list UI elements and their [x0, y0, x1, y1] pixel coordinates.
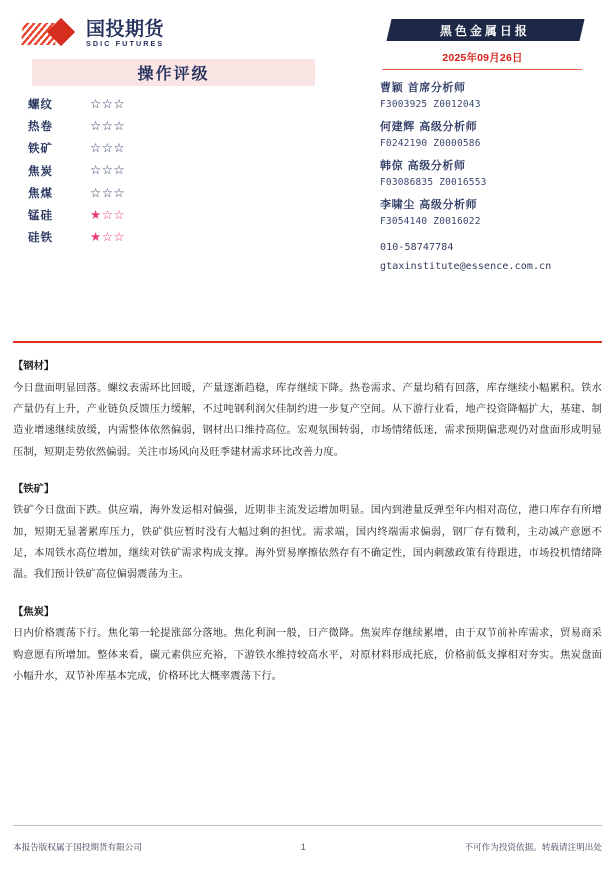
analyst-name: 李啸尘 高级分析师: [380, 198, 478, 212]
rating-product-label: 螺纹: [28, 97, 53, 112]
section-body: 日内价格震荡下行。焦化第一轮提涨部分落地。焦化利润一般，日产微降。焦炭库存继续累增，由于双节前补库需求，贸易商采购意愿有所增加。整体来看，碳元素供应充裕，下游铁水维持较高水平，对原材料形成托底，价格前低支撑相对夯实。焦炭盘面小幅升水，双节补库基本完成，价格环比大概率震荡下行。: [13, 627, 602, 682]
rating-row: [28, 204, 318, 226]
report-section: [13, 480, 602, 586]
report-header: [0, 0, 615, 340]
section-body: 今日盘面明显回落。螺纹表需环比回暖，产量逐渐趋稳，库存继续下降。热卷需求、产量均稍有回落，库存继续小幅累积。铁水产量仍有上升，产业链负反馈压力缓解，不过吨钢利润欠佳制约进一步复产空间。从下游行业看，地产投资降幅扩大，基建、制造业增速继续放缓，内需整体依然偏弱，钢材出口维持高位。宏观氛围转弱，市场情绪低迷，需求预期偏悲观仍对盘面形成明显压制，短期走势依然偏弱。关注市场风向及旺季建材需求环比改善力度。: [13, 381, 602, 458]
analyst-license-number: F03086835 Z0016553: [380, 177, 487, 189]
rating-product-label: 硅铁: [28, 230, 53, 245]
contact-block: [380, 238, 605, 276]
logo-wordmark: [86, 20, 164, 47]
analyst-name: 何建辉 高级分析师: [380, 120, 478, 134]
rating-title-band: [32, 59, 315, 86]
rating-row: [28, 160, 318, 182]
rating-row: [28, 182, 318, 204]
analyst-entry: [380, 198, 605, 229]
analyst-name: 曹颖 首席分析师: [380, 81, 466, 94]
rating-row: [28, 93, 318, 115]
report-date: 2025年09月26日: [442, 52, 523, 64]
rating-product-label: 锰硅: [28, 208, 53, 223]
rating-title: 操作评级: [137, 64, 210, 83]
contact-phone: 010-58747784: [380, 242, 454, 254]
footer-copyright: 本报告版权属于国投期货有限公司: [13, 843, 142, 853]
section-body: 铁矿今日盘面下跌。供应端，海外发运相对偏强，近期非主流发运增加明显。国内到港量反弹至年内相对高位，港口库存有所增加，短期无显著累库压力，铁矿供应暂时没有大幅过剩的担忧。需求端，国内终端需求偏弱，钢厂存有微利，主动减产意愿不足，本周铁水高位增加，继续对铁矿需求构成支撑。海外贸易摩擦依然存有不确定性，国内刺激政策有待跟进，市场投机情绪降温。我们预计铁矿高位偏弱震荡为主。: [13, 504, 602, 581]
report-footer: [13, 841, 602, 853]
rating-stars: ☆☆☆: [90, 184, 126, 200]
report-title: 黑色金属日报: [440, 23, 531, 38]
rating-product-label: 铁矿: [28, 141, 53, 156]
section-title: 【钢材】: [13, 360, 55, 372]
analyst-license-number: F3054140 Z0016022: [380, 216, 481, 228]
rating-stars: ☆☆☆: [90, 140, 126, 156]
rating-product-label: 热卷: [28, 119, 53, 134]
company-logo: [22, 17, 164, 51]
report-section: [13, 357, 602, 463]
logo-chinese-name: 国投期货: [86, 18, 165, 41]
analyst-entry: [380, 120, 605, 151]
footer-disclaimer: 不可作为投资依据。转载请注明出处: [464, 843, 602, 853]
footer-page-number: 1: [300, 842, 306, 852]
footer-divider: [13, 825, 602, 826]
rating-row: [28, 137, 318, 159]
rating-row: [28, 226, 318, 248]
analyst-name: 韩倞 高级分析师: [380, 159, 466, 173]
rating-list: [28, 93, 318, 248]
logo-english-name: SDIC FUTURES: [86, 39, 165, 49]
rating-stars: ☆☆☆: [90, 118, 126, 134]
analyst-entry: [380, 159, 605, 190]
report-section: [13, 603, 602, 688]
rating-product-label: 焦炭: [28, 163, 53, 178]
rating-stars: ★☆☆: [90, 206, 126, 222]
report-content: [13, 357, 602, 704]
analyst-license-number: F3003925 Z0012043: [380, 98, 481, 110]
analyst-entry: [380, 81, 605, 112]
header-divider: [13, 341, 602, 343]
logo-mark-icon: [22, 20, 84, 48]
date-divider: [382, 69, 582, 70]
analyst-license-number: F0242190 Z0000586: [380, 138, 481, 149]
rating-row: [28, 115, 318, 137]
analyst-list: [380, 81, 605, 229]
section-title: 【铁矿】: [13, 482, 55, 495]
rating-stars: ★☆☆: [90, 228, 126, 244]
header-right-column: [380, 0, 605, 276]
rating-stars: ☆☆☆: [90, 162, 126, 178]
contact-email[interactable]: gtaxinstitute@essence.com.cn: [380, 261, 552, 273]
rating-stars: ☆☆☆: [90, 95, 126, 111]
report-title-banner: [386, 19, 584, 41]
rating-product-label: 焦煤: [28, 185, 53, 200]
section-title: 【焦炭】: [13, 605, 55, 618]
